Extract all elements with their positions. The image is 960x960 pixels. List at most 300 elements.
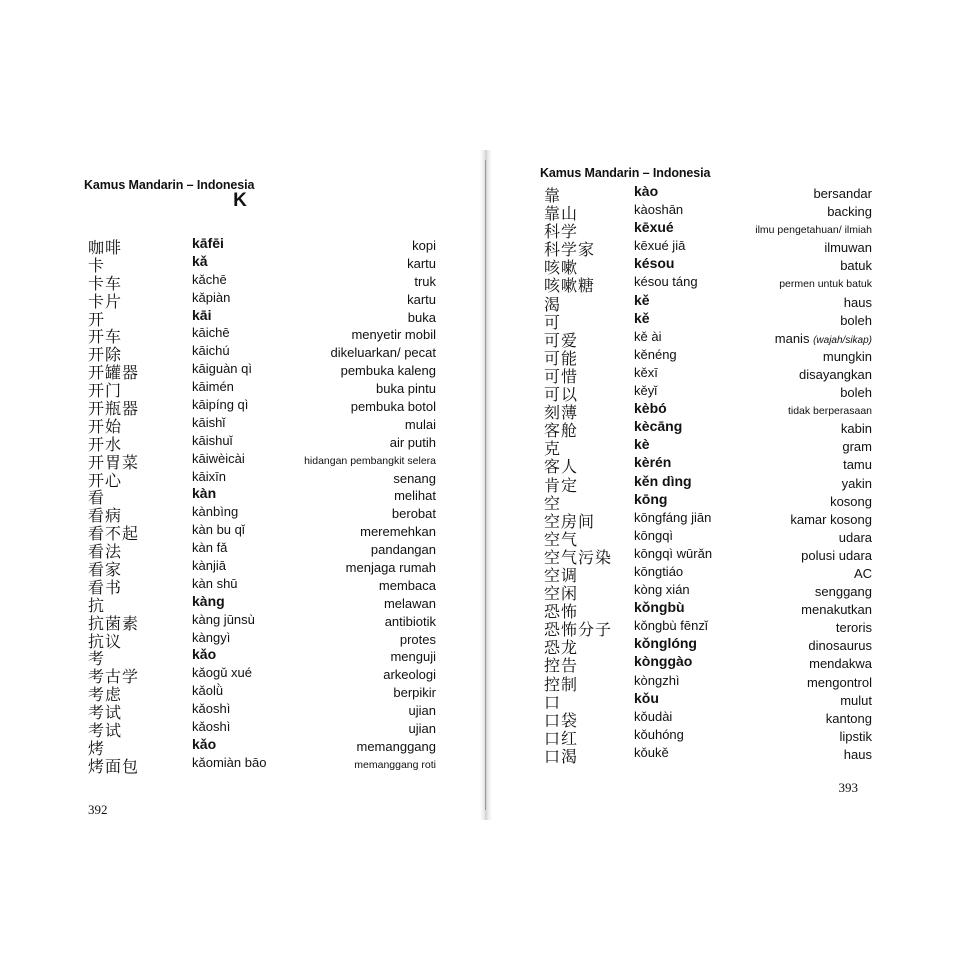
entry-hanzi: 看病 [88,506,123,526]
entry-translation [409,721,436,736]
entry-hanzi: 空气污染 [544,547,613,567]
book-gutter [480,150,492,820]
entry-hanzi: 看法 [88,542,123,562]
entry-translation [808,638,872,653]
dictionary-entry [84,397,436,419]
entry-pinyin: kàngyì [192,629,231,645]
running-head-right: Kamus Mandarin – Indonesia [540,166,711,180]
entry-hanzi: 卡车 [88,273,123,293]
entry-hanzi: 控告 [544,656,579,676]
entry-pinyin: kāfēi [192,235,224,251]
entry-translation-text: AC [853,565,872,581]
entry-pinyin: késou táng [634,274,698,290]
entry-hanzi: 可 [544,312,562,332]
entry-pinyin: kěn dìng [634,472,692,489]
dictionary-entry [540,291,872,314]
entry-hanzi: 卡 [88,255,106,275]
entry-translation-text: berobat [391,506,436,522]
entry-hanzi: 控制 [544,674,579,694]
dictionary-entry [84,611,436,633]
entry-translation [755,224,872,236]
dictionary-entry [540,490,872,513]
entry-translation [392,506,436,521]
entry-pinyin: kāiwèicài [192,450,245,466]
entry-translation [407,256,436,271]
entry-translation [775,331,872,346]
entry-pinyin: kǎolǜ [192,683,224,699]
dictionary-entry [540,383,872,405]
entry-translation-text: dinosaurus [808,638,872,654]
entry-hanzi: 考试 [88,703,123,723]
entry-hanzi: 咖啡 [88,238,123,257]
entry-translation-text: melihat [394,488,436,504]
entry-translation-text: memanggang roti [354,758,436,771]
dictionary-entry [540,255,872,278]
entry-translation-text: tidak berperasaan [787,405,872,418]
entry-pinyin: kě [634,291,650,308]
entry-hanzi: 肯定 [544,475,579,495]
entry-translation-text: haus [843,294,872,310]
entry-hanzi: 可惜 [544,366,579,386]
entry-translation-text: hidangan pembangkit selera [304,454,436,467]
entry-translation [842,476,872,491]
entry-hanzi: 空气 [544,529,579,549]
entry-translation [360,524,436,539]
entry-pinyin: kǎomiàn bāo [192,754,267,770]
entry-translation [840,693,872,708]
entry-translation [383,667,436,682]
entry-translation [414,274,436,289]
dictionary-entry [84,414,436,436]
entry-translation [840,385,872,400]
entry-pinyin: kōng [634,490,668,507]
entry-hanzi: 考 [88,649,106,669]
entry-translation-text: memanggang [356,738,436,754]
entry-translation [801,548,872,563]
entry-translation [405,417,436,432]
entry-pinyin: kòngzhì [634,672,680,688]
entry-pinyin: kànbìng [192,504,239,520]
entry-hanzi: 开胃菜 [88,452,140,472]
page-number-left: 392 [88,802,108,817]
entry-translation-text: mengontrol [806,674,872,690]
entry-pinyin: kǎogǔ xué [192,665,252,681]
entry-hanzi: 看书 [88,577,123,597]
dictionary-entry [540,400,872,423]
entry-translation-text: senang [393,470,436,486]
entry-hanzi: 考试 [88,721,123,741]
entry-translation [390,435,436,450]
entry-translation [407,292,436,307]
entry-translation-text: disayangkan [799,366,872,382]
entry-translation-text: gram [842,439,872,455]
entry-translation [824,240,872,255]
dictionary-entry [540,436,872,459]
entry-translation-text: boleh [840,312,872,328]
entry-translation-text: kosong [830,493,872,509]
dictionary-entry [84,522,436,544]
entry-translation [826,711,872,726]
entry-pinyin: kāichú [192,343,230,359]
entry-translation-text: udara [838,529,872,545]
dictionary-entry [540,346,872,368]
dictionary-entry [84,343,436,365]
entry-pinyin: kōngqì wūrǎn [634,545,713,561]
dictionary-entry [84,754,436,776]
entry-pinyin: kāichē [192,325,230,341]
entry-hanzi: 烤 [88,738,106,758]
entry-hanzi: 烤面包 [88,756,140,776]
entry-pinyin: kǒngbù fēnzǐ [634,618,708,634]
dictionary-entry [84,540,436,562]
section-letter: K [233,190,247,211]
entry-pinyin: kàn fǎ [192,540,228,556]
entry-translation-text: menguji [390,649,436,665]
entry-pinyin: kàng [192,592,225,609]
entry-translation [840,258,872,273]
entry-translation-text: kantong [825,710,872,726]
entry-hanzi: 可能 [544,348,579,368]
entry-pinyin: kàn bu qǐ [192,522,245,538]
entry-hanzi: 开瓶器 [88,399,140,419]
dictionary-entry [84,629,436,651]
entry-translation [390,649,436,664]
entry-pinyin: kě [634,309,650,326]
dictionary-entry [84,485,436,508]
dictionary-entry [84,450,436,472]
entry-translation [412,238,436,253]
dictionary-entry [84,735,436,758]
dictionary-entry [84,361,436,383]
entry-translation-text: kabin [840,421,872,437]
entry-pinyin: kěyǐ [634,383,658,399]
entry-pinyin: kǎo [192,735,217,752]
entry-translation-text: permen untuk batuk [779,278,872,291]
entry-hanzi: 咳嗽 [544,258,579,278]
entry-translation [788,405,872,417]
entry-hanzi: 可爱 [544,330,579,350]
entry-translation [827,204,872,219]
entry-translation [394,488,436,503]
dictionary-entry [84,719,436,741]
entry-translation [840,313,872,328]
entry-translation-text: manis [774,330,810,346]
running-head-left: Kamus Mandarin – Indonesia [84,178,255,192]
entry-translation [408,310,436,325]
entry-hanzi: 恐龙 [544,638,579,658]
entry-pinyin: kēxué jiā [634,238,686,254]
entry-pinyin: kànjiā [192,558,226,574]
dictionary-entry [540,328,872,350]
dictionary-entry [84,701,436,723]
entry-hanzi: 恐怖 [544,602,579,622]
entry-hanzi: 靠 [544,186,562,205]
dictionary-entry [540,618,872,640]
entry-translation [843,457,872,472]
entry-pinyin: kǒuhóng [634,726,684,742]
dictionary-entry [84,558,436,580]
entry-pinyin: kàn [192,485,217,502]
entry-translation [330,345,436,360]
entry-pinyin: kěxī [634,364,658,380]
entry-pinyin: kǒngbù [634,599,685,616]
entry-pinyin: kēxué [634,219,674,236]
left-page [84,178,436,817]
entry-pinyin: kě ài [634,328,662,344]
entry-translation-text: ilmu pengetahuan/ ilmiah [755,224,872,237]
dictionary-entry [540,219,872,242]
entry-translation-text: truk [414,273,436,289]
entry-translation-text: mulut [840,692,872,708]
entry-hanzi: 克 [544,439,562,459]
entry-translation [823,349,872,364]
entry-hanzi: 空调 [544,565,579,585]
entry-translation-text: ilmuwan [824,240,872,256]
entry-translation-text: pembuka botol [350,399,436,415]
entry-translation-text: backing [827,204,872,220]
entry-hanzi: 开始 [88,416,123,436]
entry-translation-text: dikeluarkan/ pecat [330,345,436,361]
entry-translation [351,399,436,414]
entry-translation [839,729,872,744]
entry-pinyin: kāipíng qì [192,397,249,413]
entry-translation-text: kartu [407,255,436,271]
dictionary-entry [540,238,872,260]
entry-pinyin: kāishuǐ [192,432,233,448]
dictionary-entry [84,646,436,669]
dictionary-entry [540,599,872,622]
dictionary-entry [540,689,872,712]
entry-translation [346,560,436,575]
entry-translation [354,759,436,771]
entry-translation-text: mendakwa [809,656,872,672]
entry-pinyin: kǒu [634,689,659,706]
dictionary-entry [540,309,872,332]
entry-translation-text: mungkin [822,348,872,364]
entry-hanzi: 客人 [544,457,579,477]
entry-translation-text: buka pintu [376,381,436,397]
page-number-right: 393 [838,780,858,795]
entry-pinyin: kāimén [192,379,234,395]
entry-pinyin: kāixīn [192,468,226,484]
entry-pinyin: kàoshān [634,202,684,218]
dictionary-entry [540,653,872,676]
dictionary-entry [84,665,436,687]
entry-pinyin: kōngfáng jiān [634,509,712,525]
dictionary-entry [540,527,872,549]
entry-list-left [84,235,436,776]
entry-translation-text: teroris [835,620,872,636]
entry-hanzi: 空 [544,493,562,513]
entry-translation-text: kartu [407,291,436,307]
entry-translation-text: membaca [378,577,436,593]
dictionary-entry [540,274,872,296]
dictionary-entry [540,183,872,205]
dictionary-entry [540,418,872,441]
entry-pinyin: kèrén [634,454,672,471]
entry-translation [844,295,872,310]
dictionary-entry [540,202,872,224]
entry-translation-text: antibiotik [384,613,436,629]
entry-translation-text: protes [399,631,436,647]
entry-translation [393,685,436,700]
entry-hanzi: 空房间 [544,511,596,531]
entry-hanzi: 开水 [88,434,123,454]
entry-translation-text: ujian [408,703,436,719]
entry-note: (wajah/sikap) [813,334,872,346]
entry-translation-text: lipstik [839,728,872,744]
entry-translation-text: menakutkan [801,602,872,618]
entry-translation-text: tamu [843,457,872,473]
entry-hanzi: 咳嗽糖 [544,276,596,296]
dictionary-entry [84,379,436,401]
entry-translation [384,596,436,611]
entry-hanzi: 空闲 [544,584,579,604]
entry-hanzi: 渴 [544,294,562,314]
entry-translation-text: melawan [383,595,436,611]
entry-pinyin: kěnéng [634,346,677,362]
entry-translation-text: senggang [814,584,872,600]
entry-pinyin: kǎoshì [192,701,231,717]
entry-translation-text: batuk [840,258,872,274]
entry-hanzi: 抗 [88,595,106,615]
entry-translation-text: air putih [389,434,436,450]
entry-translation-text: arkeologi [383,667,436,683]
entry-hanzi: 客舱 [544,421,579,441]
entry-translation-text: berpikir [393,685,436,701]
entry-pinyin: kònggào [634,653,693,670]
entry-translation [842,439,872,454]
entry-translation [400,632,436,647]
entry-hanzi: 考虑 [88,685,123,705]
entry-translation [351,327,436,342]
entry-translation-text: haus [843,746,872,762]
dictionary-entry [540,744,872,766]
entry-translation-text: buka [407,309,436,325]
dictionary-entry [84,325,436,347]
dictionary-entry [540,545,872,567]
entry-hanzi: 卡片 [88,291,123,311]
entry-translation [790,512,872,527]
entry-hanzi: 看 [88,488,106,508]
entry-translation [813,186,872,201]
entry-hanzi: 看不起 [88,524,140,544]
entry-hanzi: 口渴 [544,746,579,766]
entry-pinyin: kǎo [192,646,217,663]
dictionary-entry [84,271,436,293]
entry-hanzi: 看家 [88,560,123,580]
right-page [540,166,872,795]
entry-translation [841,421,872,436]
entry-pinyin: kǎoshì [192,719,231,735]
entry-hanzi: 抗菌素 [88,613,140,633]
dictionary-entry [84,592,436,615]
entry-translation-text: mulai [404,416,436,432]
entry-hanzi: 口 [544,692,562,712]
entry-translation-text: menjaga rumah [345,560,436,576]
dictionary-entry [84,252,436,275]
dictionary-entry [84,504,436,526]
entry-pinyin: kāishǐ [192,414,226,430]
entry-hanzi: 开心 [88,470,123,490]
entry-hanzi: 开 [88,309,106,329]
entry-pinyin: kòng xián [634,582,690,598]
entry-translation-text: meremehkan [360,524,436,540]
entry-translation [385,614,436,629]
dictionary-entry [84,289,436,311]
entry-translation-text: ujian [408,721,436,737]
entry-pinyin: kàn shū [192,575,238,591]
dictionary-entry [84,468,436,490]
entry-translation [799,367,872,382]
entry-translation [379,578,436,593]
entry-pinyin: kāi [192,306,212,323]
entry-hanzi: 恐怖分子 [544,620,613,640]
entry-translation [371,542,436,557]
dictionary-entry [540,472,872,495]
entry-translation-text: boleh [840,385,872,401]
dictionary-entry [84,235,436,257]
entry-pinyin: kào [634,183,659,199]
entry-pinyin: kè [634,436,650,453]
dictionary-entry [540,672,872,694]
dictionary-entry [540,509,872,531]
entry-pinyin: kǒudài [634,708,673,724]
dictionary-entry [84,432,436,454]
dictionary-entry [84,575,436,597]
dictionary-entry [540,708,872,730]
entry-translation [409,703,436,718]
entry-list-right [540,183,872,766]
entry-translation-text: kopi [412,238,436,253]
dictionary-entry [540,582,872,604]
entry-translation [809,656,872,671]
dictionary-entry [540,635,872,658]
entry-translation-text: kamar kosong [790,511,872,527]
entry-translation [357,739,437,754]
entry-translation [779,278,872,290]
entry-pinyin: késou [634,255,675,272]
gutter-fold [485,160,486,810]
entry-pinyin: kōngtiáo [634,563,684,579]
entry-pinyin: kècāng [634,418,683,435]
entry-translation [801,602,872,617]
entry-pinyin: kǒnglóng [634,635,697,652]
entry-hanzi: 开除 [88,345,123,365]
entry-translation-text: yakin [841,475,872,491]
entry-pinyin: kǒukě [634,744,669,760]
entry-pinyin: kǎ [192,252,208,269]
entry-hanzi: 科学 [544,222,579,242]
entry-translation [854,566,872,581]
entry-hanzi: 抗议 [88,631,123,651]
entry-translation-text: pandangan [370,542,436,558]
entry-pinyin: kōngqì [634,527,674,543]
entry-hanzi: 科学家 [544,240,596,260]
dictionary-entry [84,683,436,705]
entry-pinyin: kǎpiàn [192,289,231,305]
entry-translation [844,747,872,762]
entry-translation [376,381,436,396]
entry-pinyin: kāiguàn qì [192,361,252,377]
entry-translation-text: polusi udara [801,547,872,563]
entry-hanzi: 口袋 [544,710,579,730]
dictionary-entry [540,726,872,748]
entry-translation [341,363,436,378]
entry-translation-text: pembuka kaleng [340,363,436,379]
dictionary-entry [540,364,872,386]
entry-translation-text: menyetir mobil [351,327,436,343]
